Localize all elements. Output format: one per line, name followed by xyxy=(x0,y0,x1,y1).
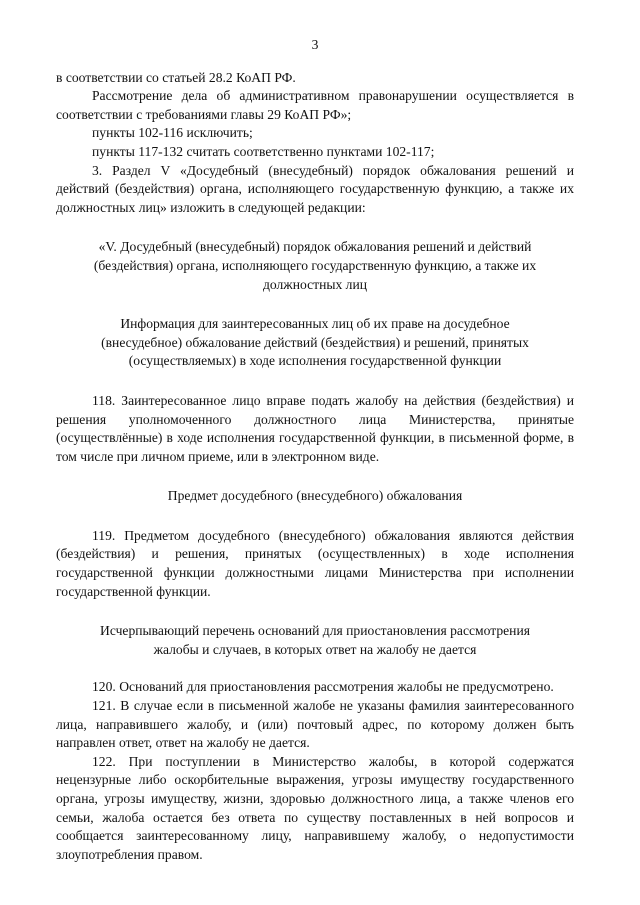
paragraph-121: 121. В случае если в письменной жалобе не указаны фамилия заинтересованного лица, направившего жалобу, и (или) почтовый адрес, по которому должен быть направлен ответ, ответ на жалобу не дается. xyxy=(56,698,574,751)
paragraph-119: 119. Предметом досудебного (внесудебного) обжалования являются действия (бездействия) и решения, принятых (осуществленных) в ходе исполнения государственной функции должностными лицами Министерства при исполнении государственной функции. xyxy=(56,527,574,599)
section-title-line: «V. Досудебный (внесудебный) порядок обжалования решений и действий xyxy=(98,239,532,255)
grounds-heading-line: Исчерпывающий перечень оснований для приостановления рассмотрения xyxy=(100,623,530,639)
grounds-heading-line: жалобы и случаев, в которых ответ на жалобу не дается xyxy=(153,641,477,657)
paragraph-continuation: в соответствии со статьей 28.2 КоАП РФ. xyxy=(56,69,296,85)
paragraph-122: 122. При поступлении в Министерство жалобы, в которой содержатся нецензурные либо оскорбительные выражения, угрозы имуществу государственного органа, угрозы имуществу, жизни, здоровью должностного лица, а также членов его семьи, жалоба остается без ответа по существу поставленных в ней вопросов и сообщается заинтересованному лицу, направившему жалобу, о недопустимости злоупотребления правом. xyxy=(56,753,574,862)
paragraph-exclude-items: пункты 102-116 исключить; xyxy=(92,125,253,141)
section-title-line: (бездействия) органа, исполняющего государственную функцию, а также их xyxy=(93,257,537,273)
info-heading-line: Информация для заинтересованных лиц об их праве на досудебное xyxy=(120,316,510,332)
section-title-line: должностных лиц xyxy=(262,276,368,292)
subject-heading: Предмет досудебного (внесудебного) обжалования xyxy=(167,488,463,504)
paragraph-section-amendment: 3. Раздел V «Досудебный (внесудебный) порядок обжалования решений и действий (бездействия) органа, исполняющего государственную функцию, а также их должностных лиц» изложить в следующей редакции: xyxy=(56,162,574,215)
paragraph-renumber-items: пункты 117-132 считать соответственно пунктами 102-117; xyxy=(92,143,435,159)
page-number: 3 xyxy=(311,37,319,52)
paragraph-118: 118. Заинтересованное лицо вправе подать жалобу на действия (бездействия) и решения уполномоченного должностного лица Министерства, принятые (осуществлённые) в ходе исполнения государственной функции, в письменной форме, в том числе при личном приеме, или в электронном виде. xyxy=(56,392,574,464)
info-heading-line: (осуществляемых) в ходе исполнения государственной функции xyxy=(128,353,502,369)
info-heading xyxy=(56,315,574,371)
paragraph-review: Рассмотрение дела об административном правонарушении осуществляется в соответствии с требованиями главы 29 КоАП РФ»; xyxy=(56,88,574,122)
paragraph-120: 120. Оснований для приостановления рассмотрения жалобы не предусмотрено. xyxy=(92,679,554,695)
info-heading-line: (внесудебное) обжалование действий (бездействия) и решений, принятых xyxy=(101,334,529,350)
section-title xyxy=(56,238,574,294)
document-page xyxy=(56,36,574,864)
grounds-heading xyxy=(56,622,574,659)
